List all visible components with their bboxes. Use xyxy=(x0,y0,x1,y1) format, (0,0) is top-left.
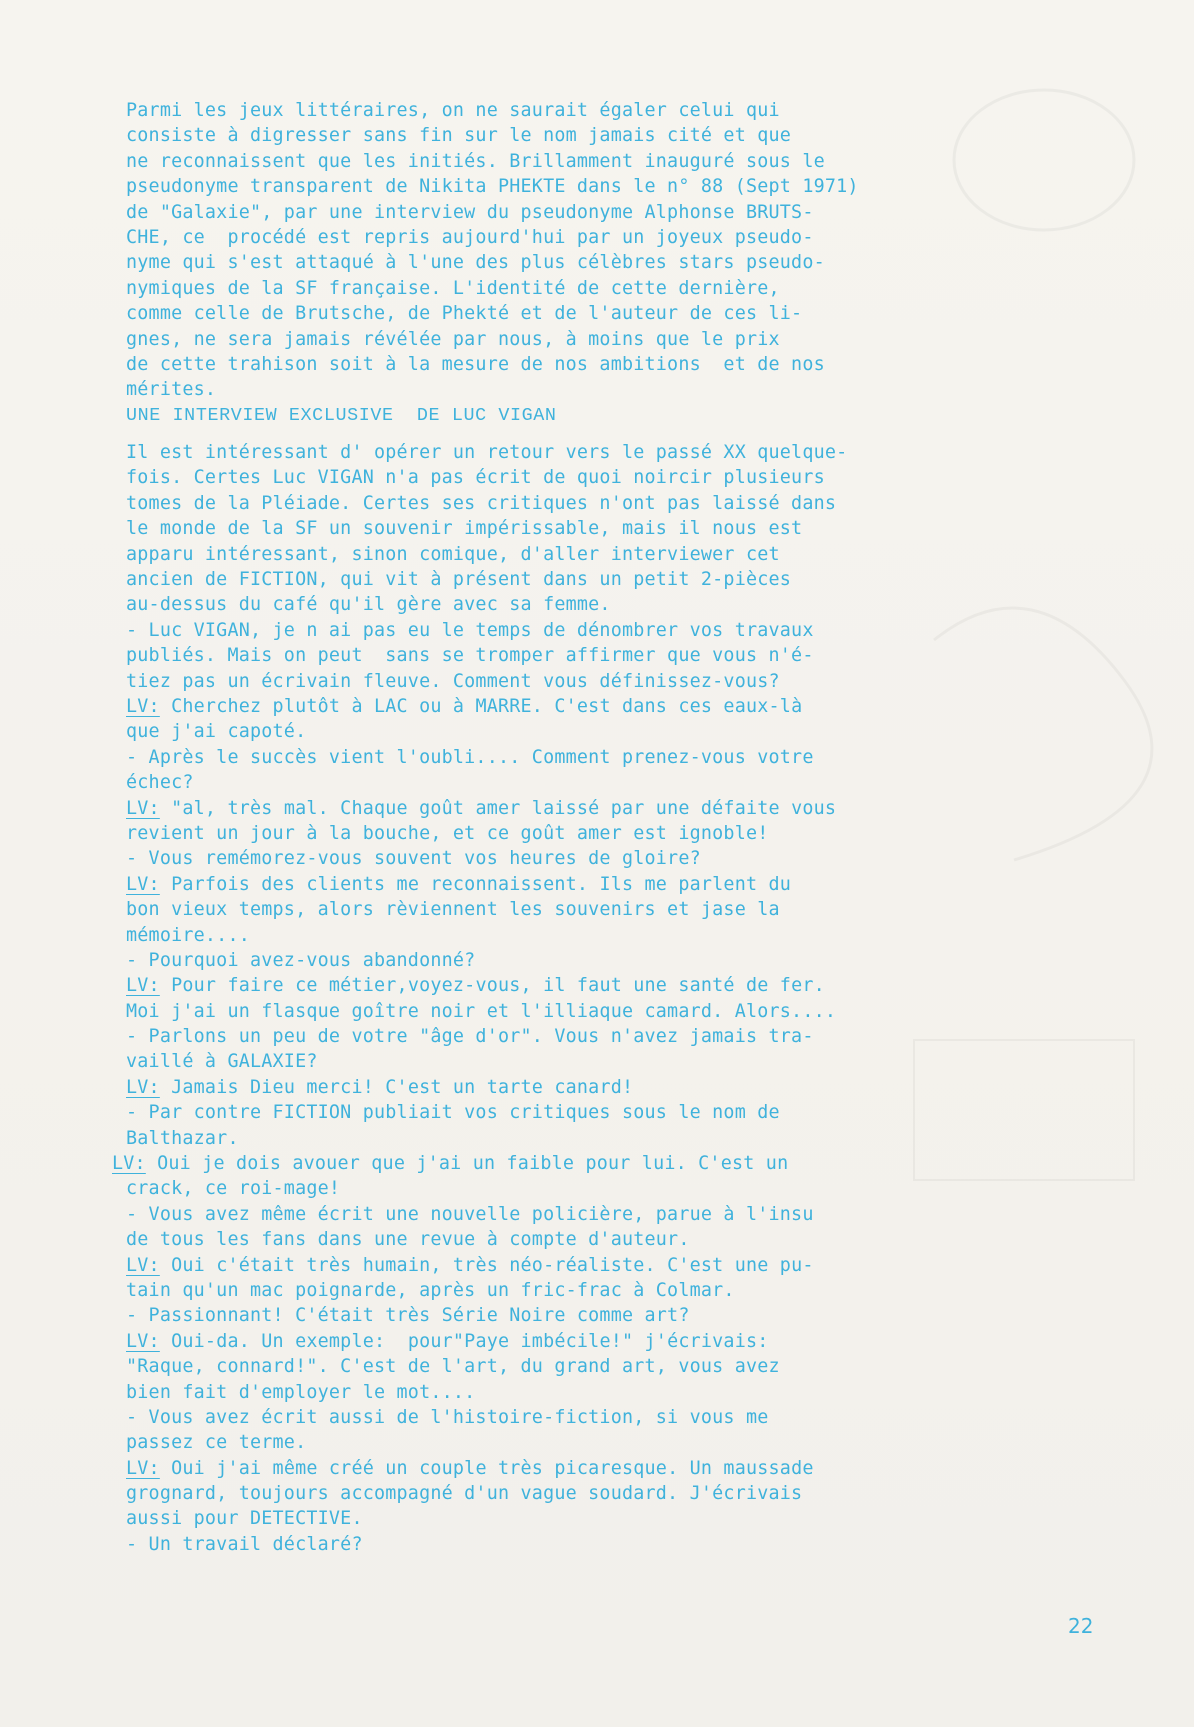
body-paragraph xyxy=(126,440,946,694)
body-line: Il est intéressant d' opérer un retour vers le passé XX quelque- xyxy=(126,442,848,464)
dialogue-text: bien fait d'employer le mot.... xyxy=(126,1381,476,1403)
dialogue-text: - Pourquoi avez-vous abandonné? xyxy=(126,949,476,971)
dialogue-text: Jamais Dieu merci! C'est un tarte canard! xyxy=(159,1076,634,1098)
article-heading: UNE INTERVIEW EXCLUSIVE DE LUC VIGAN xyxy=(126,404,557,426)
dialogue-text: tain qu'un mac poignarde, après un fric-frac à Colmar. xyxy=(126,1279,735,1301)
speaker-label: LV: xyxy=(112,1153,146,1175)
speaker-label: LV: xyxy=(126,1330,160,1352)
body-line: tomes de la Pléiade. Certes ses critiques n'ont pas laissé dans xyxy=(126,492,837,514)
dialogue-line xyxy=(126,1278,946,1303)
dialogue-line xyxy=(126,1405,946,1430)
intro-line: mérites. xyxy=(126,379,217,401)
dialogue-line xyxy=(126,999,946,1024)
dialogue-text: de tous les fans dans une revue à compte d'auteur. xyxy=(126,1229,690,1251)
dialogue-answer-line xyxy=(126,796,946,821)
speaker-label: LV: xyxy=(126,873,160,895)
dialogue-answer-line xyxy=(126,973,946,998)
body-line: ancien de FICTION, qui vit à présent dans un petit 2-pièces xyxy=(126,569,792,591)
intro-line: CHE, ce procédé est repris aujourd'hui par un joyeux pseudo- xyxy=(126,226,814,248)
dialogue-line xyxy=(126,1481,946,1506)
dialogue-line xyxy=(126,1176,946,1201)
dialogue-line xyxy=(126,1100,946,1125)
dialogue-line xyxy=(126,1380,946,1405)
dialogue-line xyxy=(126,1532,946,1557)
intro-line: comme celle de Brutsche, de Phekté et de l'auteur de ces li- xyxy=(126,303,803,325)
dialogue-text: - Passionnant! C'était très Série Noire comme art? xyxy=(126,1305,690,1327)
dialogue-text: Oui c'était très humain, très néo-réaliste. C'est une pu- xyxy=(159,1254,814,1276)
body-line: - Luc VIGAN, je n ai pas eu le temps de dénombrer vos travaux xyxy=(126,619,814,641)
dialogue-line xyxy=(126,1227,946,1252)
dialogue-text: mémoire.... xyxy=(126,924,250,946)
intro-line: consiste à digresser sans fin sur le nom jamais cité et que xyxy=(126,125,792,147)
dialogue-text: Parfois des clients me reconnaissent. Ils me parlent du xyxy=(159,873,792,895)
dialogue-text: Moi j'ai un flasque goître noir et l'illiaque camard. Alors.... xyxy=(126,1000,837,1022)
speaker-label: LV: xyxy=(126,797,160,819)
dialogue-line xyxy=(126,1303,946,1328)
dialogue-line xyxy=(126,719,946,744)
dialogue-text: - Vous avez même écrit une nouvelle policière, parue à l'insu xyxy=(126,1203,814,1225)
dialogue-text: - Vous remémorez-vous souvent vos heures de gloire? xyxy=(126,848,701,870)
dialogue-line xyxy=(126,1506,946,1531)
dialogue-answer-line xyxy=(126,1456,946,1481)
dialogue-line xyxy=(126,821,946,846)
dialogue-text: - Parlons un peu de votre "âge d'or". Vous n'avez jamais tra- xyxy=(126,1026,814,1048)
dialogue-text: bon vieux temps, alors rèviennent les souvenirs et jase la xyxy=(126,899,780,921)
dialogue-text: Oui je dois avouer que j'ai un faible pour lui. C'est un xyxy=(145,1153,789,1175)
paragraph-gap xyxy=(126,428,946,440)
speaker-label: LV: xyxy=(126,975,160,997)
speaker-label: LV: xyxy=(126,1457,160,1479)
dialogue-line xyxy=(126,745,946,770)
dialogue-line xyxy=(126,923,946,948)
intro-line: nyme qui s'est attaqué à l'une des plus célèbres stars pseudo- xyxy=(126,252,825,274)
dialogue-line xyxy=(126,1024,946,1049)
dialogue-answer-line xyxy=(126,1329,946,1354)
dialogue-text: "Raque, connard!". C'est de l'art, du grand art, vous avez xyxy=(126,1356,780,1378)
body-line: fois. Certes Luc VIGAN n'a pas écrit de quoi noircir plusieurs xyxy=(126,467,825,489)
intro-line: gnes, ne sera jamais révélée par nous, à moins que le prix xyxy=(126,328,780,350)
dialogue-line xyxy=(126,948,946,973)
dialogue-text: Cherchez plutôt à LAC ou à MARRE. C'est dans ces eaux-là xyxy=(159,695,803,717)
interview-dialogue xyxy=(112,694,946,1557)
dialogue-text: Oui j'ai même créé un couple très picaresque. Un maussade xyxy=(159,1457,814,1479)
dialogue-answer-line xyxy=(112,1151,946,1176)
dialogue-text: "al, très mal. Chaque goût amer laissé par une défaite vous xyxy=(159,797,837,819)
dialogue-answer-line xyxy=(126,872,946,897)
intro-line: de cette trahison soit à la mesure de nos ambitions et de nos xyxy=(126,353,825,375)
dialogue-text: crack, ce roi-mage! xyxy=(126,1178,341,1200)
body-line: tiez pas un écrivain fleuve. Comment vous définissez-vous? xyxy=(126,670,780,692)
body-line: publiés. Mais on peut sans se tromper affirmer que vous n'é- xyxy=(126,645,814,667)
dialogue-text: que j'ai capoté. xyxy=(126,721,307,743)
dialogue-text: revient un jour à la bouche, et ce goût amer est ignoble! xyxy=(126,822,769,844)
body-line: apparu intéressant, sinon comique, d'aller interviewer cet xyxy=(126,543,780,565)
speaker-label: LV: xyxy=(126,1254,160,1276)
dialogue-text: Balthazar. xyxy=(126,1127,239,1149)
intro-line: Parmi les jeux littéraires, on ne saurait égaler celui qui xyxy=(126,100,780,121)
dialogue-text: vaillé à GALAXIE? xyxy=(126,1051,318,1073)
dialogue-text: grognard, toujours accompagné d'un vague soudard. J'écrivais xyxy=(126,1483,803,1505)
speaker-label: LV: xyxy=(126,1076,160,1098)
dialogue-answer-line xyxy=(126,1253,946,1278)
dialogue-line xyxy=(126,846,946,871)
body-line: le monde de la SF un souvenir impérissable, mais il nous est xyxy=(126,518,803,540)
dialogue-text: aussi pour DETECTIVE. xyxy=(126,1508,363,1530)
dialogue-text: Oui-da. Un exemple: pour"Paye imbécile!" j'écrivais: xyxy=(159,1330,769,1352)
dialogue-text: - Vous avez écrit aussi de l'histoire-fiction, si vous me xyxy=(126,1406,769,1428)
body-line: au-dessus du café qu'il gère avec sa femme. xyxy=(126,594,611,616)
dialogue-text: - Par contre FICTION publiait vos critiques sous le nom de xyxy=(126,1102,780,1124)
article-text xyxy=(112,98,946,1557)
dialogue-line xyxy=(126,1049,946,1074)
dialogue-text: passez ce terme. xyxy=(126,1432,307,1454)
dialogue-text: échec? xyxy=(126,772,194,794)
page-number: 22 xyxy=(1068,1614,1094,1638)
speaker-label: LV: xyxy=(126,695,160,717)
dialogue-line xyxy=(126,897,946,922)
dialogue-line xyxy=(126,1126,946,1151)
dialogue-answer-line xyxy=(126,1075,946,1100)
intro-line: ne reconnaissent que les initiés. Brillamment inauguré sous le xyxy=(126,150,825,172)
intro-line: pseudonyme transparent de Nikita PHEKTE dans le n° 88 (Sept 1971) xyxy=(126,176,859,198)
intro-paragraph xyxy=(126,98,946,403)
dialogue-answer-line xyxy=(126,694,946,719)
dialogue-line xyxy=(126,1430,946,1455)
dialogue-line xyxy=(126,1202,946,1227)
dialogue-text: Pour faire ce métier,voyez-vous, il faut une santé de fer. xyxy=(159,975,825,997)
intro-line: nymiques de la SF française. L'identité de cette dernière, xyxy=(126,277,780,299)
dialogue-line xyxy=(126,770,946,795)
dialogue-text: - Après le succès vient l'oubli.... Comment prenez-vous votre xyxy=(126,746,814,768)
dialogue-line xyxy=(126,1354,946,1379)
dialogue-text: - Un travail déclaré? xyxy=(126,1533,363,1555)
intro-line: de "Galaxie", par une interview du pseudonyme Alphonse BRUTS- xyxy=(126,201,814,223)
